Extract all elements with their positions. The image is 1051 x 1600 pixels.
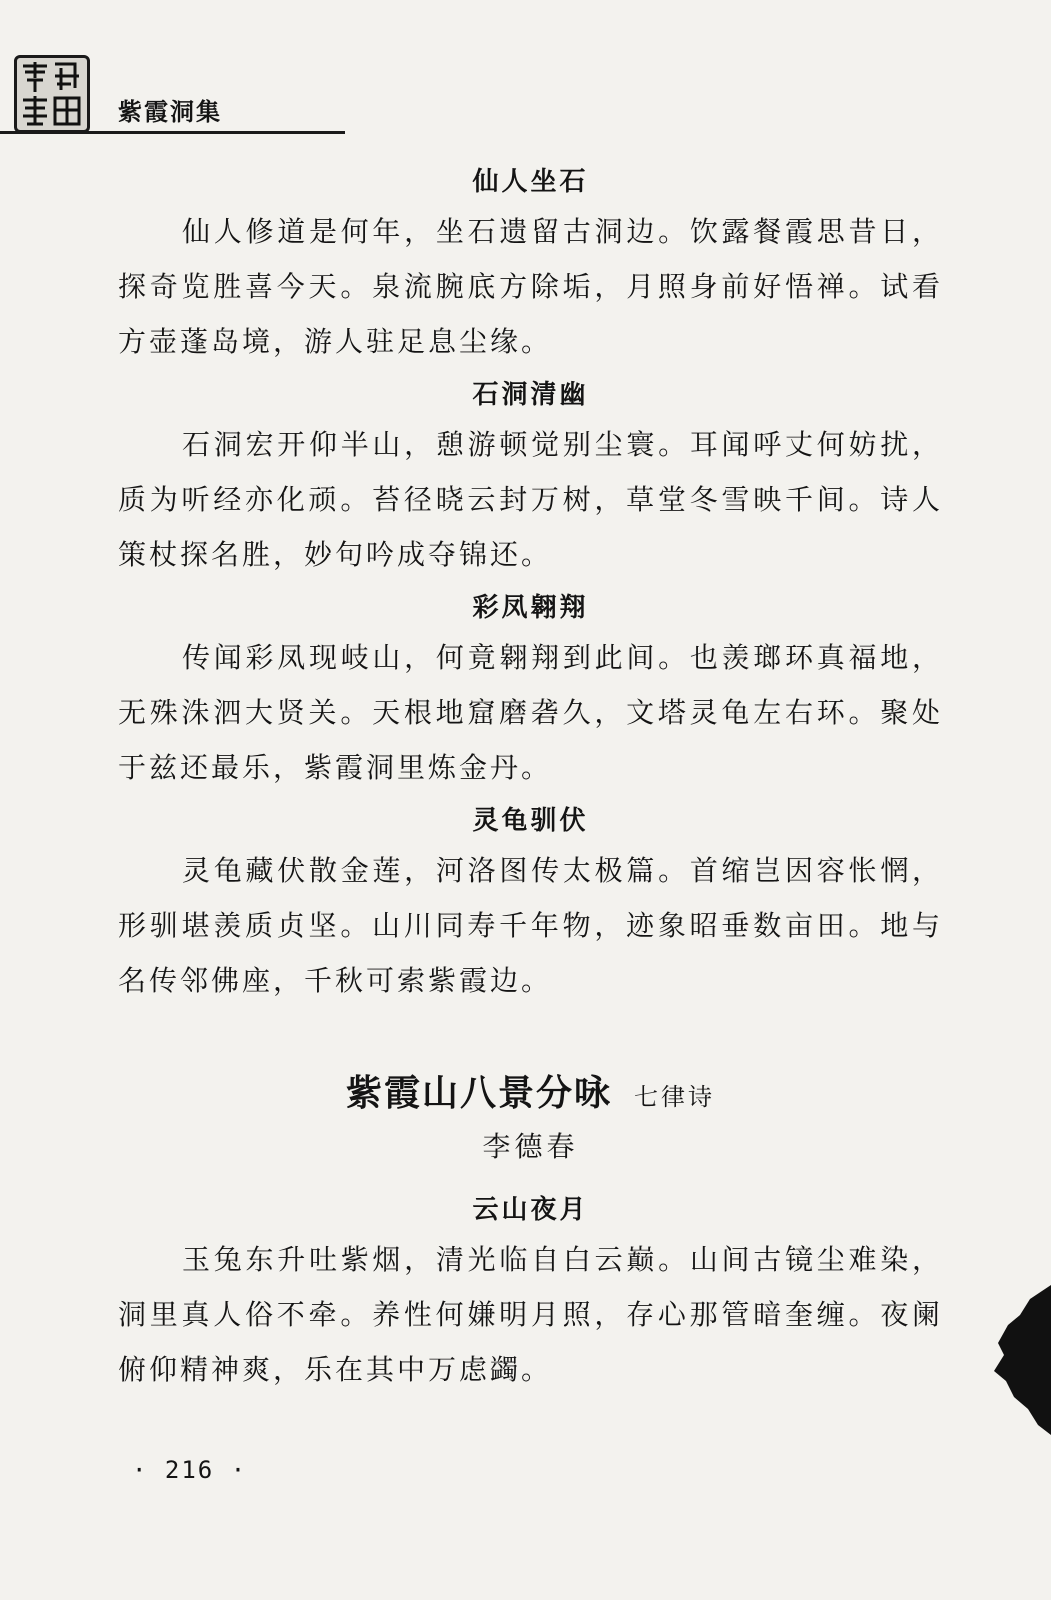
section-title: 云山夜月 <box>472 1195 589 1225</box>
seal-glyph-icon <box>17 58 87 130</box>
poem-text: 仙人修道是何年，坐石遗留古洞边。饮露餐霞思昔日，探奇览胜喜今天。泉流腕底方除垢，月照身前好悟禅。试看方壶蓬岛境，游人驻足息尘缘。 <box>118 215 943 358</box>
section-title: 石洞清幽 <box>472 380 589 410</box>
ink-stain-mark <box>990 1285 1051 1435</box>
running-title: 紫霞洞集 <box>118 98 222 126</box>
poem-author: 李德春 <box>482 1130 579 1163</box>
page-content <box>118 160 943 1401</box>
series-seal-logo <box>14 55 90 133</box>
section-title: 彩凤翱翔 <box>472 593 589 623</box>
poem-text: 传闻彩凤现岐山，何竟翱翔到此间。也羡瑯环真福地，无殊洙泗大贤关。天根地窟磨砻久，文塔灵龟左右环。聚处于兹还最乐，紫霞洞里炼金丹。 <box>118 641 943 784</box>
poem-text: 石洞宏开仰半山，憩游顿觉别尘寰。耳闻呼丈何妨扰，质为听经亦化顽。苔径晓云封万树，草堂冬雪映千间。诗人策杖探名胜，妙句吟成夺锦还。 <box>118 428 943 571</box>
section-title: 灵龟驯伏 <box>472 806 589 836</box>
poem-set-heading <box>118 1066 943 1122</box>
poem-text: 玉兔东升吐紫烟，清光临自白云巅。山间古镜尘难染，洞里真人俗不牵。养性何嫌明月照，存心那管暗奎缠。夜阑俯仰精神爽，乐在其中万虑蠲。 <box>118 1243 943 1386</box>
header-divider <box>0 131 345 134</box>
section-title: 仙人坐石 <box>472 167 589 197</box>
poem-text: 灵龟藏伏散金莲，河洛图传太极篇。首缩岂因容怅惘，形驯堪羡质贞坚。山川同寿千年物，迹象昭垂数亩田。地与名传邻佛座，千秋可索紫霞边。 <box>118 854 943 997</box>
page-number: · 216 · <box>132 1456 248 1484</box>
poem-form-note: 七律诗 <box>634 1083 715 1111</box>
poem-set-title: 紫霞山八景分咏 <box>345 1073 612 1114</box>
